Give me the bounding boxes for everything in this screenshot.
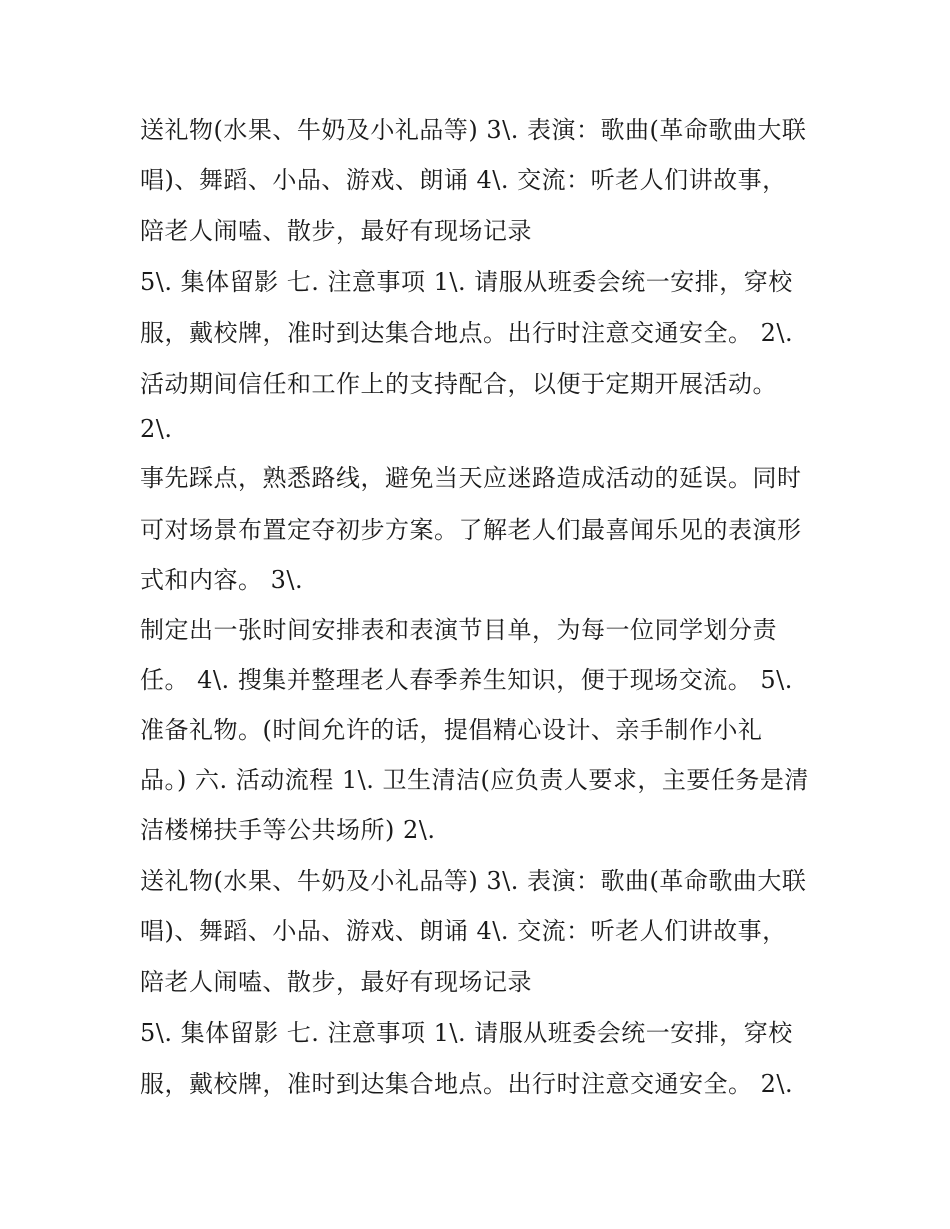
text-line: 送礼物(水果、牛奶及小礼品等) 3\. 表演：歌曲(革命歌曲大联 — [140, 116, 807, 144]
text-line: 5\. 集体留影 七. 注意事项 1\. 请服从班委会统一安排，穿校 — [140, 268, 793, 296]
text-line: 准备礼物。(时间允许的话，提倡精心设计、亲手制作小礼 — [140, 716, 763, 744]
text-line: 式和内容。 3\. — [140, 566, 304, 594]
text-line: 唱)、舞蹈、小品、游戏、朗诵 4\. 交流：听老人们讲故事， — [140, 166, 787, 194]
text-line: 活动期间信任和工作上的支持配合，以便于定期开展活动。 — [140, 370, 777, 398]
text-line: 可对场景布置定夺初步方案。了解老人们最喜闻乐见的表演形 — [140, 516, 802, 544]
text-line: 任。 4\. 搜集并整理老人春季养生知识，便于现场交流。 5\. — [140, 666, 793, 694]
text-line: 事先踩点，熟悉路线，避免当天应迷路造成活动的延误。同时 — [140, 464, 802, 492]
text-line: 品。) 六. 活动流程 1\. 卫生清洁(应负责人要求，主要任务是清 — [140, 766, 809, 794]
text-line: 5\. 集体留影 七. 注意事项 1\. 请服从班委会统一安排，穿校 — [140, 1019, 793, 1047]
text-line: 洁楼梯扶手等公共场所) 2\. — [140, 816, 436, 844]
text-line: 服，戴校牌，准时到达集合地点。出行时注意交通安全。 2\. — [140, 319, 794, 347]
text-line: 服，戴校牌，准时到达集合地点。出行时注意交通安全。 2\. — [140, 1070, 794, 1098]
text-line: 陪老人闹嗑、散步，最好有现场记录 — [140, 968, 532, 996]
text-line: 送礼物(水果、牛奶及小礼品等) 3\. 表演：歌曲(革命歌曲大联 — [140, 867, 807, 895]
text-line: 制定出一张时间安排表和表演节目单，为每一位同学划分责 — [140, 616, 777, 644]
text-line: 2\. — [140, 415, 173, 443]
text-line: 唱)、舞蹈、小品、游戏、朗诵 4\. 交流：听老人们讲故事， — [140, 917, 787, 945]
text-line: 陪老人闹嗑、散步，最好有现场记录 — [140, 217, 532, 245]
